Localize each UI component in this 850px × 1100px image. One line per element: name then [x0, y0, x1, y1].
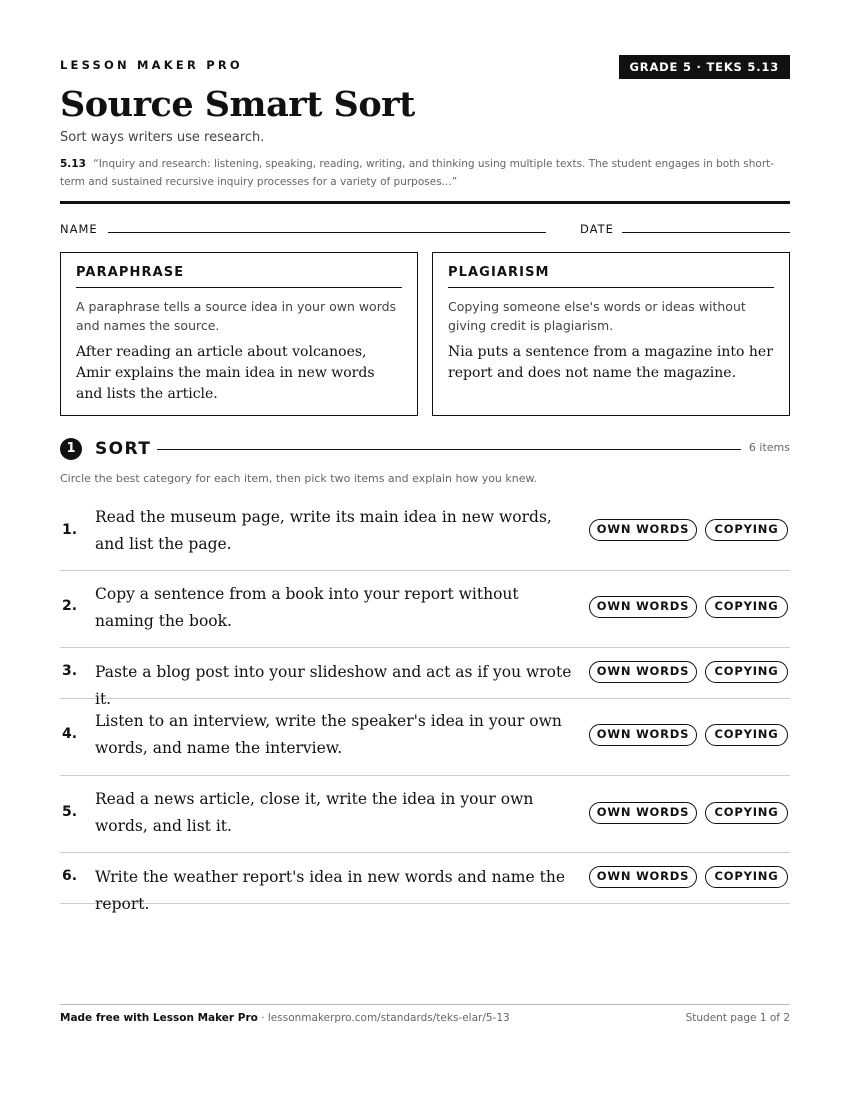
card-example: Nia puts a sentence from a magazine into her report and does not name the magazine.: [448, 344, 773, 381]
own-words-option[interactable]: OWN WORDS: [589, 519, 697, 541]
footer-made-with: Made free with Lesson Maker Pro: [60, 1012, 258, 1024]
date-field[interactable]: [622, 232, 790, 233]
item-text: Listen to an interview, write the speaker's idea in your own words, and name the interview.: [95, 712, 562, 757]
item-number: 1.: [62, 522, 78, 538]
item-count: 6 items: [748, 441, 790, 454]
sort-instructions: Circle the best category for each item, then pick two items and explain how you knew.: [60, 472, 537, 485]
footer-page-number: Student page 1 of 2: [685, 1012, 790, 1024]
name-label: NAME: [60, 222, 98, 236]
own-words-option[interactable]: OWN WORDS: [589, 724, 697, 746]
sort-item: [60, 776, 790, 853]
item-text: Copy a sentence from a book into your report without naming the book.: [95, 585, 519, 630]
page-title: Source Smart Sort: [60, 84, 415, 125]
page-subtitle: Sort ways writers use research.: [60, 130, 265, 145]
header-divider: [60, 201, 790, 204]
copying-option[interactable]: COPYING: [705, 724, 788, 746]
card-heading: PLAGIARISM: [448, 265, 774, 288]
copying-option[interactable]: COPYING: [705, 596, 788, 618]
copying-option[interactable]: COPYING: [705, 802, 788, 824]
footer-url[interactable]: · lessonmakerpro.com/standards/teks-elar/5-13: [261, 1012, 510, 1024]
footer-credit: [60, 1012, 510, 1024]
date-label: DATE: [580, 222, 614, 236]
standard-text: “Inquiry and research: listening, speaking, reading, writing, and thinking using multiple texts. The student engages in both short-term and sustained recursive inquiry processes for a variety of purposes...”: [60, 158, 775, 188]
own-words-option[interactable]: OWN WORDS: [589, 802, 697, 824]
plagiarism-card: [432, 252, 790, 416]
section-title: SORT: [95, 439, 152, 459]
copying-option[interactable]: COPYING: [705, 519, 788, 541]
own-words-option[interactable]: OWN WORDS: [589, 596, 697, 618]
copying-option[interactable]: COPYING: [705, 661, 788, 683]
item-number: 6.: [62, 868, 78, 884]
card-heading: PARAPHRASE: [76, 265, 402, 288]
name-field[interactable]: [108, 232, 546, 233]
sort-item: [60, 571, 790, 648]
card-definition: A paraphrase tells a source idea in your own words and names the source.: [76, 299, 397, 333]
standard-code: 5.13: [60, 158, 86, 170]
card-example: After reading an article about volcanoes, Amir explains the main idea in new words and lists the article.: [76, 344, 375, 402]
sort-item: [60, 853, 790, 913]
own-words-option[interactable]: OWN WORDS: [589, 866, 697, 888]
item-number: 5.: [62, 804, 78, 820]
paraphrase-card: [60, 252, 418, 416]
brand-name: LESSON MAKER PRO: [60, 58, 243, 72]
grade-badge: GRADE 5 · TEKS 5.13: [619, 55, 790, 79]
card-definition: Copying someone else's words or ideas without giving credit is plagiarism.: [448, 299, 746, 333]
footer-divider: [60, 1004, 790, 1005]
item-number: 2.: [62, 598, 78, 614]
copying-option[interactable]: COPYING: [705, 866, 788, 888]
sort-item: [60, 648, 790, 708]
item-text: Read a news article, close it, write the idea in your own words, and list it.: [95, 790, 534, 835]
item-text: Paste a blog post into your slideshow and act as if you wrote it.: [95, 663, 572, 708]
sort-item: [60, 500, 790, 571]
item-text: Read the museum page, write its main idea in new words, and list the page.: [95, 508, 552, 553]
section-rule: [157, 449, 741, 450]
standard-description: [60, 155, 790, 191]
section-number-badge: 1: [60, 438, 82, 460]
sort-item: [60, 699, 790, 776]
item-number: 4.: [62, 726, 78, 742]
item-text: Write the weather report's idea in new words and name the report.: [95, 868, 565, 913]
item-number: 3.: [62, 663, 78, 679]
own-words-option[interactable]: OWN WORDS: [589, 661, 697, 683]
